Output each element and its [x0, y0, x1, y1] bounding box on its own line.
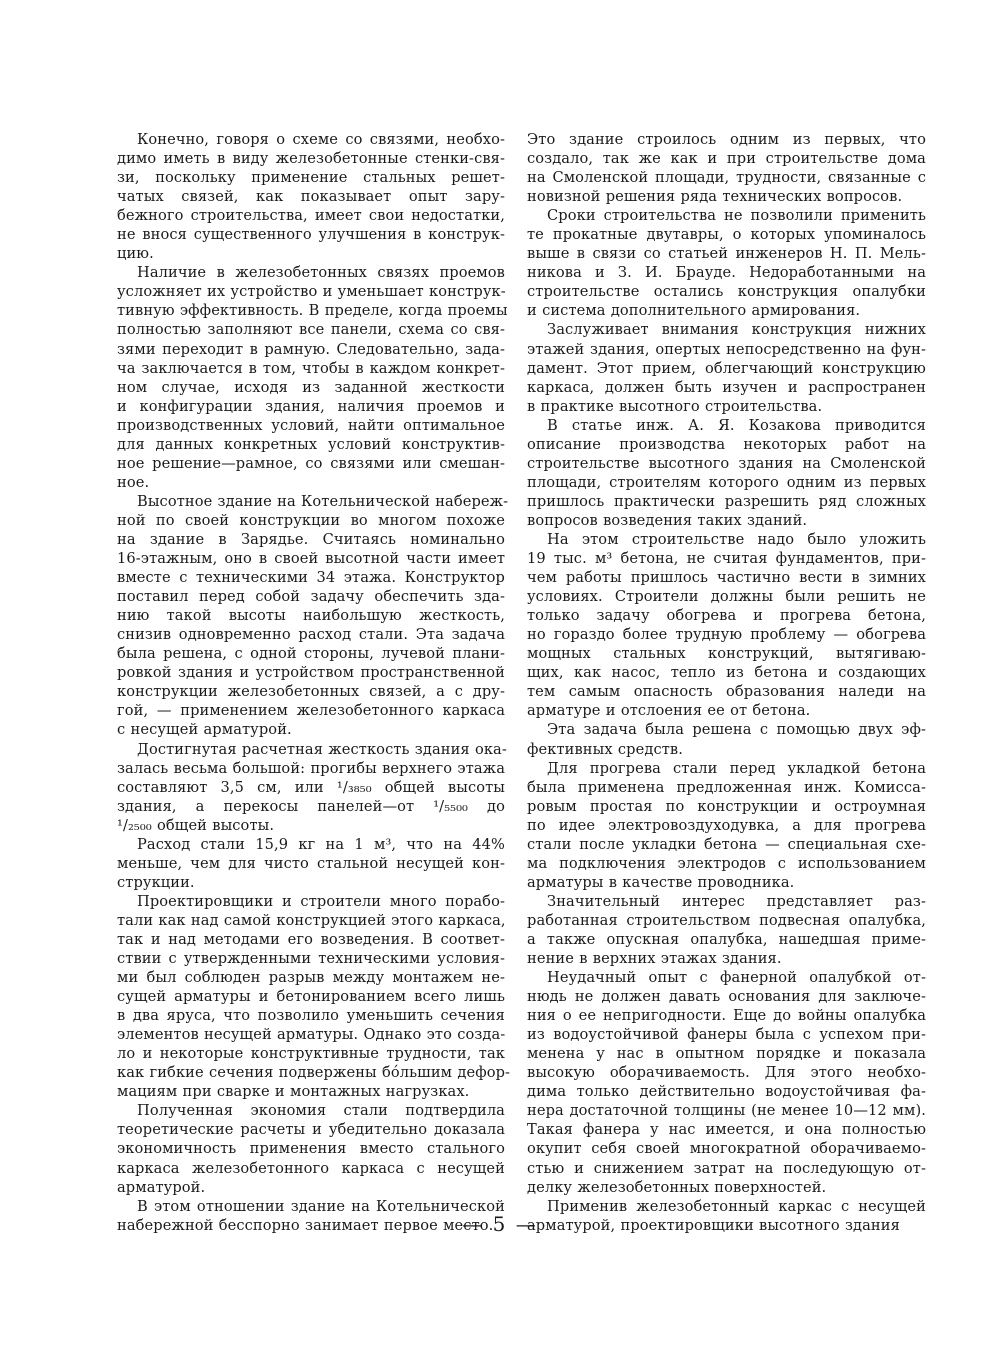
text-line: вместе с техническими 34 этажа. Конструктор: [117, 569, 505, 587]
text-line: никова и З. И. Брауде. Недоработанными на: [527, 264, 926, 282]
text-line: Достигнутая расчетная жесткость здания ока-: [137, 740, 507, 758]
text-line: залась весьма большой: прогибы верхнего этажа: [117, 759, 505, 777]
text-line: была решена, с одной стороны, лучевой плани-: [117, 645, 505, 663]
text-line: нера достаточной толщины (не менее 10—12 мм).: [527, 1102, 926, 1120]
text-line: с несущей арматурой.: [117, 721, 292, 739]
text-line: ма подключения электродов с использованием: [527, 854, 926, 872]
paragraph: [527, 416, 926, 530]
text-line: и система дополнительного армирования.: [527, 302, 861, 320]
paragraph: [117, 835, 505, 892]
text-line: полностью заполняют все панели, схема со свя-: [117, 321, 505, 339]
text-line: только задачу обогрева и прогрева бетона,: [527, 607, 926, 625]
paragraph: [117, 1101, 505, 1196]
text-line: ное решение—рамное, со связями или смешан-: [117, 454, 505, 472]
text-line: менена у нас в опытном порядке и показала: [527, 1045, 926, 1063]
paragraph: [527, 130, 926, 206]
text-line: работанная строительством подвесная опалубка,: [527, 911, 926, 929]
text-line: создало, так же как и при строительстве дома: [527, 150, 926, 168]
text-line: новизной решения ряда технических вопросов.: [527, 188, 903, 206]
text-line: так и над методами его возведения. В соответ-: [117, 930, 505, 948]
text-line: по идее электровоздуходувка, а для прогрева: [527, 816, 926, 834]
text-line: на здание в Зарядье. Считаясь номинально: [117, 530, 505, 548]
text-line: Такая фанера у нас имеется, и она полностью: [527, 1121, 926, 1139]
text-line: Значительный интерес представляет раз-: [547, 892, 926, 910]
text-line: каркаса, должен быть изучен и распространен: [527, 378, 926, 396]
text-line: 19 тыс. м³ бетона, не считая фундаментов, при-: [527, 550, 926, 568]
text-line: Высотное здание на Котельнической набереж-: [137, 492, 509, 510]
text-line: зи, поскольку применение стальных решет-: [117, 169, 505, 187]
text-line: Полученная экономия стали подтвердила: [137, 1102, 505, 1120]
text-line: димо иметь в виду железобетонные стенки-свя-: [117, 150, 505, 168]
text-line: окупит себя своей многократной оборачиваемо-: [527, 1140, 926, 1158]
text-line: щих, как насос, тепло из бетона и создающих: [527, 664, 926, 682]
text-line: Для прогрева стали перед укладкой бетона: [547, 759, 926, 777]
text-line: конструкции железобетонных связей, а с дру-: [117, 683, 505, 701]
text-line: поставил перед собой задачу обеспечить зда-: [117, 588, 505, 606]
text-line: высокую оборачиваемость. Для этого необхо-: [527, 1064, 926, 1082]
text-line: Применив железобетонный каркас с несущей: [547, 1197, 926, 1215]
text-line: На этом строительстве надо было уложить: [547, 530, 926, 548]
text-line: ровым простая по конструкции и остроумная: [527, 797, 926, 815]
text-line: 16-этажным, оно в своей высотной части имеет: [117, 550, 505, 568]
left-text-column: [117, 130, 511, 1235]
paragraph: [117, 740, 505, 835]
text-line: ми был соблюден разрыв между монтажем не-: [117, 969, 505, 987]
text-line: струкции.: [117, 873, 195, 891]
text-line: В этом отношении здание на Котельнической: [137, 1197, 505, 1215]
text-line: здания, а перекосы панелей—от ¹/₅₅₀₀ до: [117, 797, 505, 815]
paragraph: [527, 720, 926, 758]
text-line: набережной бесспорно занимает первое место.: [117, 1216, 494, 1234]
text-line: нение в верхних этажах здания.: [527, 950, 782, 968]
paragraph: [117, 492, 509, 740]
paragraph: [117, 130, 505, 263]
text-line: ное.: [117, 473, 150, 491]
text-line: строительстве высотного здания на Смоленской: [527, 454, 926, 472]
text-line: зями переходит в рамную. Следовательно, зада-: [117, 340, 505, 358]
text-line: делку железобетонных поверхностей.: [527, 1178, 827, 1196]
text-line: ном случае, исходя из заданной жесткости: [117, 378, 505, 396]
text-line: этажей здания, опертых непосредственно на фун-: [527, 340, 926, 358]
paragraph: [527, 206, 926, 320]
text-line: сущей арматуры и бетонированием всего лишь: [117, 988, 505, 1006]
text-line: теоретические расчеты и убедительно доказала: [117, 1121, 505, 1139]
text-line: чем работы пришлось частично вести в зимних: [527, 569, 926, 587]
text-line: Наличие в железобетонных связях проемов: [137, 264, 505, 282]
text-line: чатых связей, как показывает опыт зару-: [117, 188, 505, 206]
text-line: ча заключается в том, чтобы в каждом конкрет-: [117, 359, 505, 377]
text-line: элементов несущей арматуры. Однако это созда-: [117, 1026, 506, 1044]
text-line: площади, строителям которого одним из первых: [527, 473, 926, 491]
text-line: дима только действительно водоустойчивая фа-: [527, 1083, 926, 1101]
right-text-column: [527, 130, 926, 1235]
text-line: Сроки строительства не позволили применить: [547, 207, 926, 225]
text-line: условиях. Строители должны были решить не: [527, 588, 926, 606]
text-line: дамент. Этот прием, облегчающий конструкцию: [527, 359, 926, 377]
text-line: фективных средств.: [527, 740, 683, 758]
text-line: каркаса железобетонного каркаса с несущей: [117, 1159, 505, 1177]
text-line: строительстве остались конструкция опалубки: [527, 283, 926, 301]
text-line: нюдь не должен давать основания для заключе-: [527, 988, 926, 1006]
text-line: как гибкие сечения подвержены бóльшим дефор-: [117, 1064, 511, 1082]
text-line: гой, — применением железобетонного каркаса: [117, 702, 505, 720]
text-line: вопросов возведения таких зданий.: [527, 511, 808, 529]
text-line: меньше, чем для чисто стальной несущей кон-: [117, 854, 505, 872]
text-line: экономичность применения вместо стального: [117, 1140, 505, 1158]
page-number: — 5 —: [462, 1212, 538, 1236]
text-line: мощных стальных конструкций, вытягиваю-: [527, 645, 926, 663]
text-line: Расход стали 15,9 кг на 1 м³, что на 44%: [137, 835, 505, 853]
text-line: арматурой, проектировщики высотного здания: [527, 1216, 900, 1234]
text-line: из водоустойчивой фанеры была с успехом при-: [527, 1026, 926, 1044]
text-line: но гораздо более трудную проблему — обогрева: [527, 626, 926, 644]
text-line: Неудачный опыт с фанерной опалубкой от-: [547, 969, 926, 987]
text-line: нию такой высоты наибольшую жесткость,: [117, 607, 505, 625]
text-line: и конфигурации здания, наличия проемов и: [117, 397, 505, 415]
text-line: усложняет их устройство и уменьшает конструк-: [117, 283, 506, 301]
text-line: тали как над самой конструкцией этого каркаса,: [117, 911, 506, 929]
text-line: составляют 3,5 см, или ¹/₃₈₅₀ общей высоты: [117, 778, 505, 796]
text-line: те прокатные двутавры, о которых упоминалось: [527, 226, 926, 244]
paragraph: [117, 263, 508, 492]
text-line: стали после укладки бетона — специальная схе-: [527, 835, 926, 853]
text-line: на Смоленской площади, трудности, связанные с: [527, 169, 926, 187]
text-line: Эта задача была решена с помощью двух эф-: [547, 721, 926, 739]
text-line: ¹/₂₅₀₀ общей высоты.: [117, 816, 275, 834]
text-line: тивную эффективность. В пределе, когда проемы: [117, 302, 508, 320]
text-line: Это здание строилось одним из первых, что: [527, 131, 926, 148]
text-line: арматуры в качестве проводника.: [527, 873, 795, 891]
text-line: ровкой здания и устройством пространственной: [117, 664, 505, 682]
paragraph: [527, 968, 926, 1197]
text-line: мациям при сварке и монтажных нагрузках.: [117, 1083, 470, 1101]
text-line: снизив одновременно расход стали. Эта задача: [117, 626, 505, 644]
text-line: ло и некоторые конструктивные трудности, так: [117, 1045, 505, 1063]
paragraph: [117, 892, 511, 1102]
text-line: пришлось практически разрешить ряд сложных: [527, 492, 926, 510]
text-line: бежного строительства, имеет свои недостатки,: [117, 207, 505, 225]
text-line: стью и снижением затрат на последующую от-: [527, 1159, 926, 1177]
paragraph: [527, 320, 926, 415]
paragraph: [527, 892, 926, 968]
text-line: тем самым опасность образования наледи на: [527, 683, 926, 701]
paragraph: [527, 530, 926, 720]
text-line: не внося существенного улучшения в конструк-: [117, 226, 505, 244]
text-line: Проектировщики и строители много порабо-: [137, 892, 505, 910]
text-line: в практике высотного строительства.: [527, 397, 823, 415]
text-line: производственных условий, найти оптимальное: [117, 416, 505, 434]
text-line: ния о ее непригодности. Еще до войны опалубка: [527, 1007, 926, 1025]
text-line: цию.: [117, 245, 154, 263]
text-line: а также опускная опалубка, нашедшая приме-: [527, 930, 926, 948]
text-line: арматурой.: [117, 1178, 206, 1196]
text-line: ной по своей конструкции во многом похоже: [117, 511, 505, 529]
text-line: В статье инж. А. Я. Козакова приводится: [547, 416, 926, 434]
paragraph: [527, 759, 926, 892]
text-line: описание производства некоторых работ на: [527, 435, 926, 453]
text-line: Заслуживает внимания конструкция нижних: [547, 321, 926, 339]
text-line: для данных конкретных условий конструктив-: [117, 435, 505, 453]
text-line: арматуре и отслоения ее от бетона.: [527, 702, 811, 720]
text-line: ствии с утвержденными техническими условия-: [117, 950, 505, 968]
text-line: в два яруса, что позволило уменьшить сечения: [117, 1007, 505, 1025]
text-line: была применена предложенная инж. Комисса-: [527, 778, 926, 796]
text-line: Конечно, говоря о схеме со связями, необхо-: [137, 131, 505, 148]
text-line: выше в связи со статьей инженеров Н. П. Мель-: [527, 245, 926, 263]
